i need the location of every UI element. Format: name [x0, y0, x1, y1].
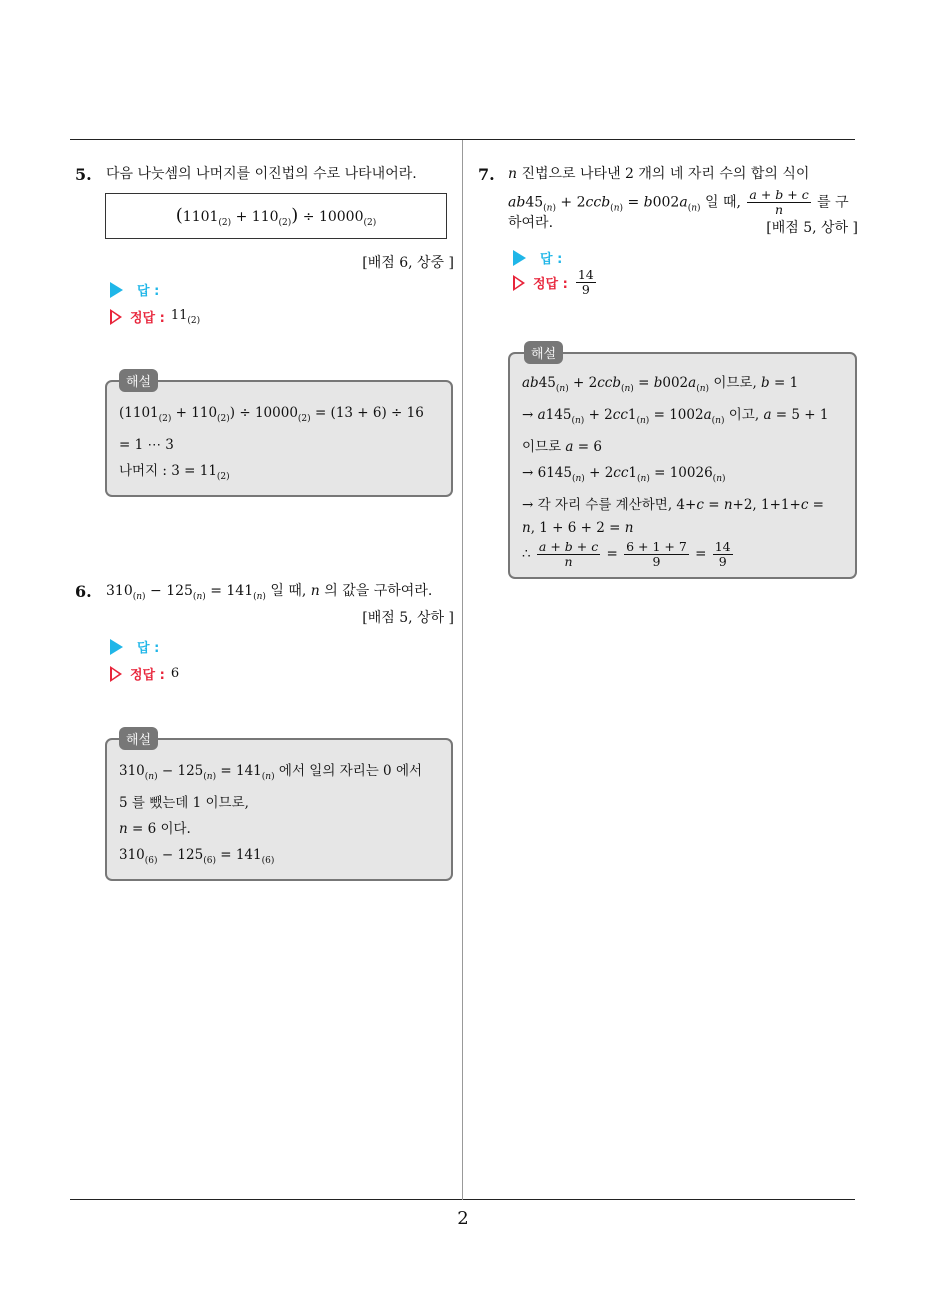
question-5-score: [배점 6, 상중 ] — [362, 255, 454, 271]
question-7-answer-line — [513, 248, 562, 267]
explanation-tag: 해설 — [524, 341, 563, 364]
correct-label: 정답 : — [533, 277, 568, 292]
play-icon — [110, 282, 123, 298]
question-7-text: n 진법으로 나타낸 2 개의 네 자리 수의 합의 식이 $ab45_{(n)} + 2ccb_{(n)} = b002a_{(n)}$ 일 때, $\frac{a + b + c}{n}$ 를 구 하여라. — [508, 166, 849, 231]
question-7-correct-line — [513, 268, 598, 297]
outline-triangle-icon — [110, 309, 122, 325]
outline-triangle-icon — [110, 666, 122, 682]
question-6-score: [배점 5, 상하 ] — [362, 610, 454, 626]
correct-value: $11_{(2)}$ — [170, 307, 201, 326]
explanation-line: ∴ $\frac{a + b + c}{n}$ = $\frac{6 + 1 + 7}{9}$ = $\frac{14}{9}$ — [522, 539, 731, 569]
question-7-score: [배점 5, 상하 ] — [766, 220, 858, 236]
explanation-line: $310_{(6)} - 125_{(6)} = 141_{(6)}$ — [119, 847, 275, 866]
explanation-line: n = 6 이다. — [119, 821, 191, 837]
explanation-line: $ab45_{(n)} + 2ccb_{(n)} = b002a_{(n)}$ 이므로, b = 1 — [522, 375, 799, 394]
correct-label: 정답 : — [130, 668, 165, 683]
explanation-line: n, 1 + 6 + 2 = n — [522, 520, 634, 536]
correct-value: 6 — [170, 666, 180, 681]
question-6-correct-line — [110, 664, 179, 683]
answer-label: 답 : — [137, 284, 160, 299]
question-7-explanation — [508, 352, 857, 579]
explanation-line: $310_{(n)} - 125_{(n)} = 141_{(n)}$ 에서 일의 자리는 0 에서 — [119, 763, 423, 782]
explanation-line: → 각 자리 수를 계산하면, 4+c = n+2, 1+1+c = — [522, 497, 824, 513]
question-6-number: 6. — [75, 582, 92, 601]
question-5-text: 다음 나눗셈의 나머지를 이진법의 수로 나타내어라. — [106, 166, 417, 182]
play-icon — [110, 639, 123, 655]
correct-label: 정답 : — [130, 311, 165, 326]
explanation-line: = 1 ⋯ 3 — [119, 437, 174, 453]
column-divider — [462, 140, 463, 1200]
question-5-correct-line — [110, 307, 200, 326]
question-5-expression: $(1101_{(2)} + 110_{(2)}) \div 10000_{(2)}$ — [175, 204, 377, 228]
explanation-line: $(1101_{(2)} + 110_{(2)}) \div 10000_{(2)} = (13 + 6) \div 16$ — [119, 405, 424, 424]
explanation-tag: 해설 — [119, 369, 158, 392]
question-5-explanation — [105, 380, 453, 497]
correct-value: $\frac{14}{9}$ — [577, 267, 594, 297]
explanation-line: 이므로 a = 6 — [522, 439, 602, 455]
outline-triangle-icon — [513, 275, 525, 291]
explanation-line: → $a145_{(n)} + 2cc1_{(n)} = 1002a_{(n)}$ 이고, a = 5 + 1 — [522, 407, 829, 426]
explanation-tag: 해설 — [119, 727, 158, 750]
explanation-line: 나머지 : $3 = 11_{(2)}$ — [119, 463, 230, 482]
question-5-answer-line — [110, 280, 159, 299]
answer-label: 답 : — [540, 252, 563, 267]
question-6-answer-line — [110, 637, 159, 656]
question-6-text: $310_{(n)} - 125_{(n)} = 141_{(n)}$ 일 때, n 의 값을 구하여라. — [106, 583, 433, 602]
question-6-explanation — [105, 738, 453, 881]
question-5-number: 5. — [75, 165, 92, 184]
explanation-line: 5 를 뺐는데 1 이므로, — [119, 795, 249, 811]
explanation-line: → $6145_{(n)} + 2cc1_{(n)} = 10026_{(n)}$ — [522, 465, 726, 484]
question-5-expression-box — [105, 193, 447, 239]
question-7-number: 7. — [478, 165, 495, 184]
play-icon — [513, 250, 526, 266]
answer-label: 답 : — [137, 641, 160, 656]
page-number: 2 — [457, 1208, 469, 1229]
